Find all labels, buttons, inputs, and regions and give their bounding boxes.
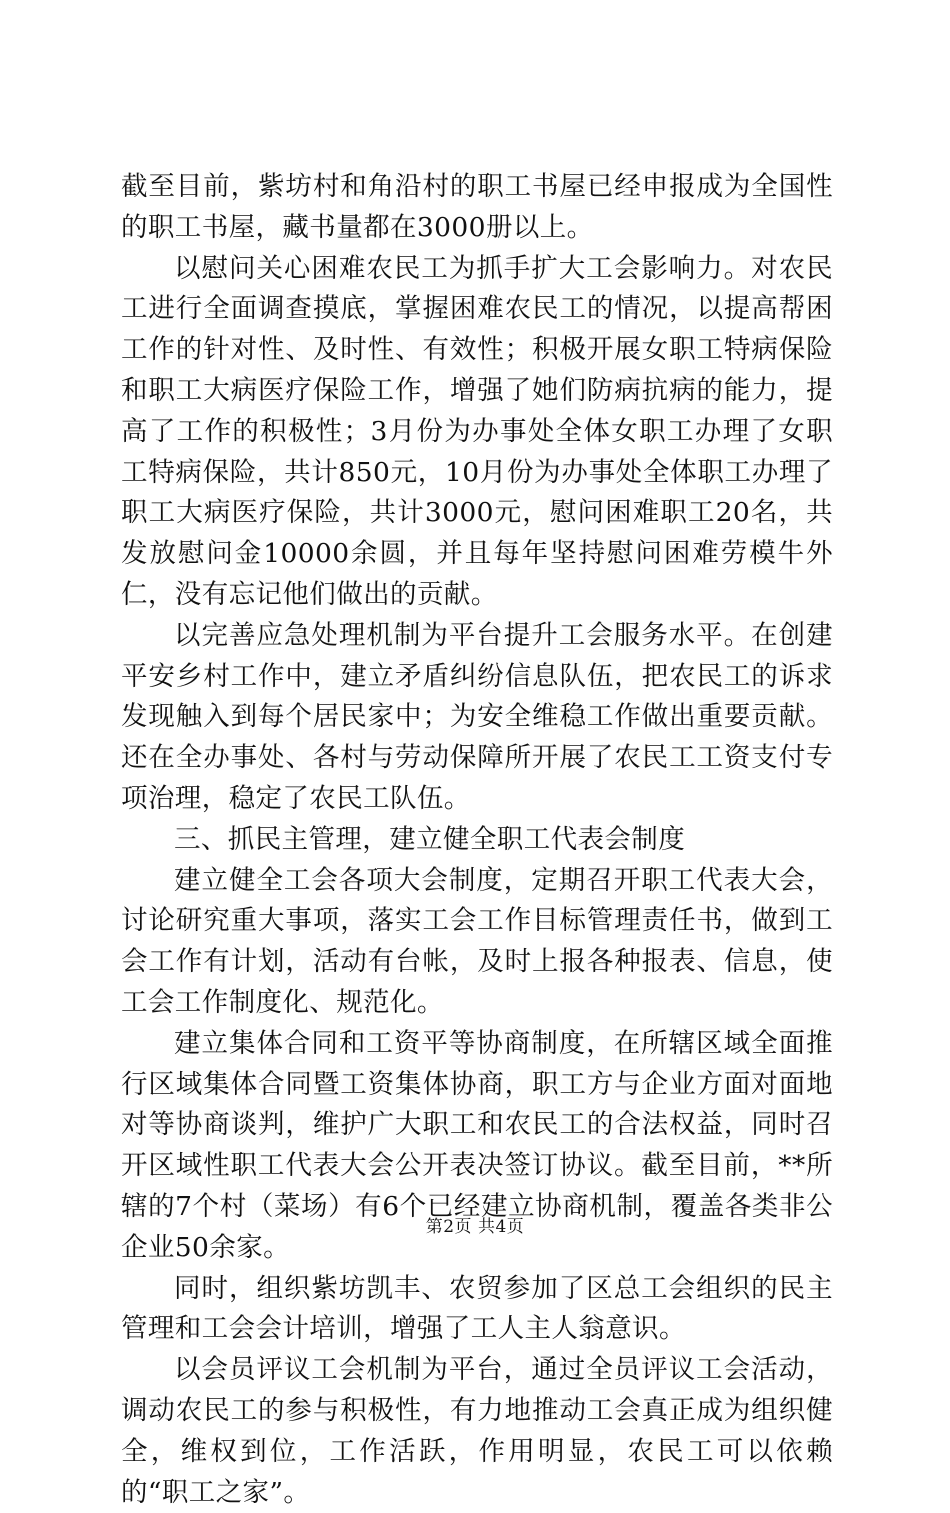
paragraph-3: 以完善应急处理机制为平台提升工会服务水平。在创建平安乡村工作中，建立矛盾纠纷信息队伍，把农民工的诉求发现触入到每个居民家中；为安全维稳工作做出重要贡献。还在全办事处、各村与劳动保障所开展了农民工工资支付专项治理，稳定了农民工队伍。 [121, 619, 833, 814]
paragraph-6: 建立集体合同和工资平等协商制度，在所辖区域全面推行区域集体合同暨工资集体协商，职工方与企业方面对面地对等协商谈判，维护广大职工和农民工的合法权益，同时召开区域性职工代表大会公开表决签订协议。截至目前，**所辖的7个村（菜场）有6个已经建立协商机制，覆盖各类非公企业50余家。 [121, 1027, 833, 1263]
paragraph-2: 以慰问关心困难农民工为抓手扩大工会影响力。对农民工进行全面调查摸底，掌握困难农民工的情况，以提高帮困工作的针对性、及时性、有效性；积极开展女职工特病保险和职工大病医疗保险工作，增强了她们防病抗病的能力，提高了工作的积极性；3月份为办事处全体女职工办理了女职工特病保险，共计850元，10月份为办事处全体职工办理了职工大病医疗保险，共计3000元，慰问困难职工20名，共发放慰问金10000余圆，并且每年坚持慰问困难劳模牛外仁，没有忘记他们做出的贡献。 [121, 252, 833, 610]
page-number: 第2页 共4页 [425, 1217, 525, 1237]
paragraph-5: 建立健全工会各项大会制度，定期召开职工代表大会，讨论研究重大事项，落实工会工作目标管理责任书，做到工会工作有计划，活动有台帐，及时上报各种报表、信息，使工会工作制度化、规范化。 [121, 864, 833, 1018]
paragraph-7: 同时，组织紫坊凯丰、农贸参加了区总工会组织的民主管理和工会会计培训，增强了工人主人翁意识。 [121, 1272, 833, 1345]
paragraph-8: 以会员评议工会机制为平台，通过全员评议工会活动，调动农民工的参与积极性，有力地推动工会真正成为组织健全，维权到位，工作活跃，作用明显，农民工可以依赖的“职工之家”。 [121, 1354, 833, 1508]
page-footer [0, 1215, 950, 1239]
section-heading: 三、抓民主管理，建立健全职工代表会制度 [174, 823, 686, 855]
document-body [121, 167, 833, 1513]
paragraph-1: 截至目前，紫坊村和角沿村的职工书屋已经申报成为全国性的职工书屋，藏书量都在3000册以上。 [121, 171, 833, 243]
